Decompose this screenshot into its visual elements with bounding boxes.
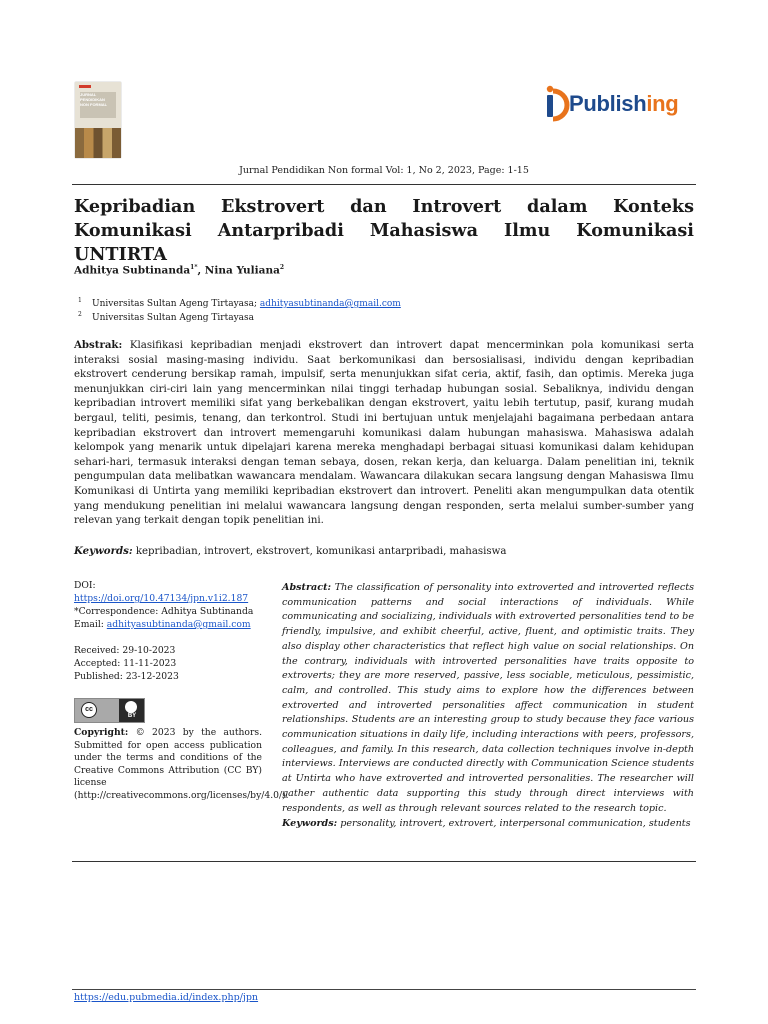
correspondence-email-link[interactable]: adhityasubtinanda@gmail.com <box>106 619 251 630</box>
author-name: Adhitya Subtinanda <box>74 264 191 277</box>
keywords-english <box>282 818 691 829</box>
affiliation-item <box>78 311 254 323</box>
abstract-en-label: Abstract: <box>282 582 332 593</box>
keywords-indonesian <box>74 545 506 557</box>
journal-cover-image <box>75 82 121 158</box>
published-date: Published: 23-12-2023 <box>74 671 179 682</box>
doi-link[interactable]: https://doi.org/10.47134/jpn.v1i2.187 <box>74 593 249 604</box>
section-divider <box>72 861 696 862</box>
author-affiliation-mark: 1* <box>190 264 198 271</box>
affiliation-text: Universitas Sultan Ageng Tirtayasa <box>92 313 255 323</box>
affiliation-text: Universitas Sultan Ageng Tirtayasa; <box>92 299 260 309</box>
correspondence-text: *Correspondence: Adhitya Subtinanda <box>74 606 254 617</box>
email-label: Email: <box>74 619 107 630</box>
cover-books-illustration <box>75 128 121 158</box>
keywords-text: kepribadian, introvert, ekstrovert, komunikasi antarpribadi, mahasiswa <box>132 546 507 557</box>
doi-label: DOI: <box>74 580 96 591</box>
logo-text-part1: Publish <box>569 91 647 116</box>
publisher-logo-icon <box>545 85 571 123</box>
cover-title <box>80 92 116 118</box>
cc-by-license-badge[interactable] <box>74 698 145 723</box>
cover-title-line: JURNAL <box>80 92 97 97</box>
affiliation-number: 1 <box>78 297 82 304</box>
cover-title-line: NON FORMAL <box>80 102 108 107</box>
journal-url-link[interactable]: https://edu.pubmedia.id/index.php/jpn <box>74 992 259 1003</box>
accepted-date: Accepted: 11-11-2023 <box>74 658 177 669</box>
abstract-text: Klasifikasi kepribadian menjadi ekstrovert dan introvert dapat mencerminkan pola komunikasi serta interaksi sosial masing-masing individu. Saat berkomunikasi dan bersosialisasi, individu dengan kepribadian ekstrovert cenderung bersikap ramah, impulsif, serta menunjukkan sifat ceria, aktif, fasih, dan optimis. Mereka juga menunjukkan ciri-ciri lain yang mencerminkan nilai tinggi terhadap hubungan sosial. Sebaliknya, individu dengan kepribadian introvert memiliki sifat yang berkebalikan dengan ekstrovert, yaitu lebih tertutup, pasif, kurang mudah bergaul, teliti, pesimis, tenang, dan terkontrol. Studi ini bertujuan untuk menjelajahi bagaimana perbedaan antara kepribadian ekstrovert dan introvert memengaruhi komunikasi dalam hubungan mahasiswa. Mahasiswa adalah kelompok yang menarik untuk dipelajari karena mereka menghadapi berbagai situasi komunikasi dalam kehidupan sehari-hari, termasuk interaksi dengan teman sebaya, dosen, rekan kerja, dan keluarga. Dalam penelitian ini, teknik pengumpulan data melibatkan wawancara mendalam. Wawancara dilakukan secara langsung dengan Mahasiswa Ilmu Komunikasi di Untirta yang memiliki kepribadian ekstrovert dan introvert. Peneliti akan mengumpulkan data otentik yang mendukung penelitian ini melalui wawancara langsung dengan responden, serta melalui sumber-sumber yang relevan yang terkait dengan topik penelitian ini. <box>74 340 694 527</box>
keywords-en-text: personality, introvert, extrovert, interpersonal communication, students <box>337 818 691 829</box>
email-line <box>74 619 264 632</box>
cover-publisher-tag <box>79 85 91 88</box>
author-separator: , <box>197 264 205 277</box>
copyright-label: Copyright: <box>74 727 129 738</box>
abstract-english <box>282 581 694 816</box>
cc-icon: cc <box>81 702 97 718</box>
received-date: Received: 29-10-2023 <box>74 645 176 656</box>
copyright-text: © 2023 by the authors. Submitted for open access publication under the terms and conditions of the Creative Commons Attribution (CC BY) license (http://creativecommons.org/licenses/by/4.0/). <box>74 727 289 801</box>
keywords-en-label: Keywords: <box>282 818 338 829</box>
copyright-notice <box>74 727 289 803</box>
journal-citation-line: Jurnal Pendidikan Non formal Vol: 1, No 2, 2023, Page: 1-15 <box>239 165 529 176</box>
author-email-link[interactable]: adhityasubtinanda@gmail.com <box>259 299 401 309</box>
header-divider <box>72 184 696 185</box>
author-affiliation-mark: 2 <box>279 264 285 271</box>
logo-text-part2: ing <box>646 91 679 116</box>
keywords-label: Keywords: <box>74 545 133 557</box>
affiliation-item <box>78 297 401 309</box>
article-title: Kepribadian Ekstrovert dan Introvert dalam Konteks Komunikasi Antarpribadi Mahasiswa Ilmu Komunikasi UNTIRTA <box>74 196 694 265</box>
abstract-indonesian <box>74 338 694 529</box>
cc-by-label: BY <box>127 713 137 719</box>
author-name: Nina Yuliana <box>204 264 280 277</box>
abstract-label: Abstrak: <box>74 339 123 351</box>
cover-title-line: PENDIDIKAN <box>80 97 105 102</box>
attribution-person-icon <box>125 701 137 713</box>
author-line <box>74 264 284 277</box>
affiliation-number: 2 <box>78 311 82 318</box>
publisher-logo <box>545 85 705 125</box>
abstract-en-text: The classification of personality into extroverted and introverted reflects communication patterns and social interactions of individuals. While communicating and socializing, individuals with extroverted personalities tend to be friendly, impulsive, and exhibit cheerful, active, fluent, and optimistic traits. They also display other characteristics that reflect high value on social relationships. On the contrary, individuals with introverted personalities have traits opposite to extroverts; they are more reserved, passive, less sociable, meticulous, pessimistic, calm, and controlled. This study aims to explore how the differences between extroverted and introverted personalities affect communication in student relationships. Students are an interesting group to study because they face various communication situations in daily life, including interactions with peers, professors, colleagues, and family. In this research, data collection techniques involve in-depth interviews. Interviews are conducted directly with Communication Science students at Untirta who have extroverted and introverted personalities. The researcher will gather authentic data supporting this study through direct interviews with respondents, as well as through relevant sources related to the research topic. <box>282 582 695 814</box>
footer-divider <box>72 989 696 990</box>
publisher-logo-text <box>569 91 678 117</box>
